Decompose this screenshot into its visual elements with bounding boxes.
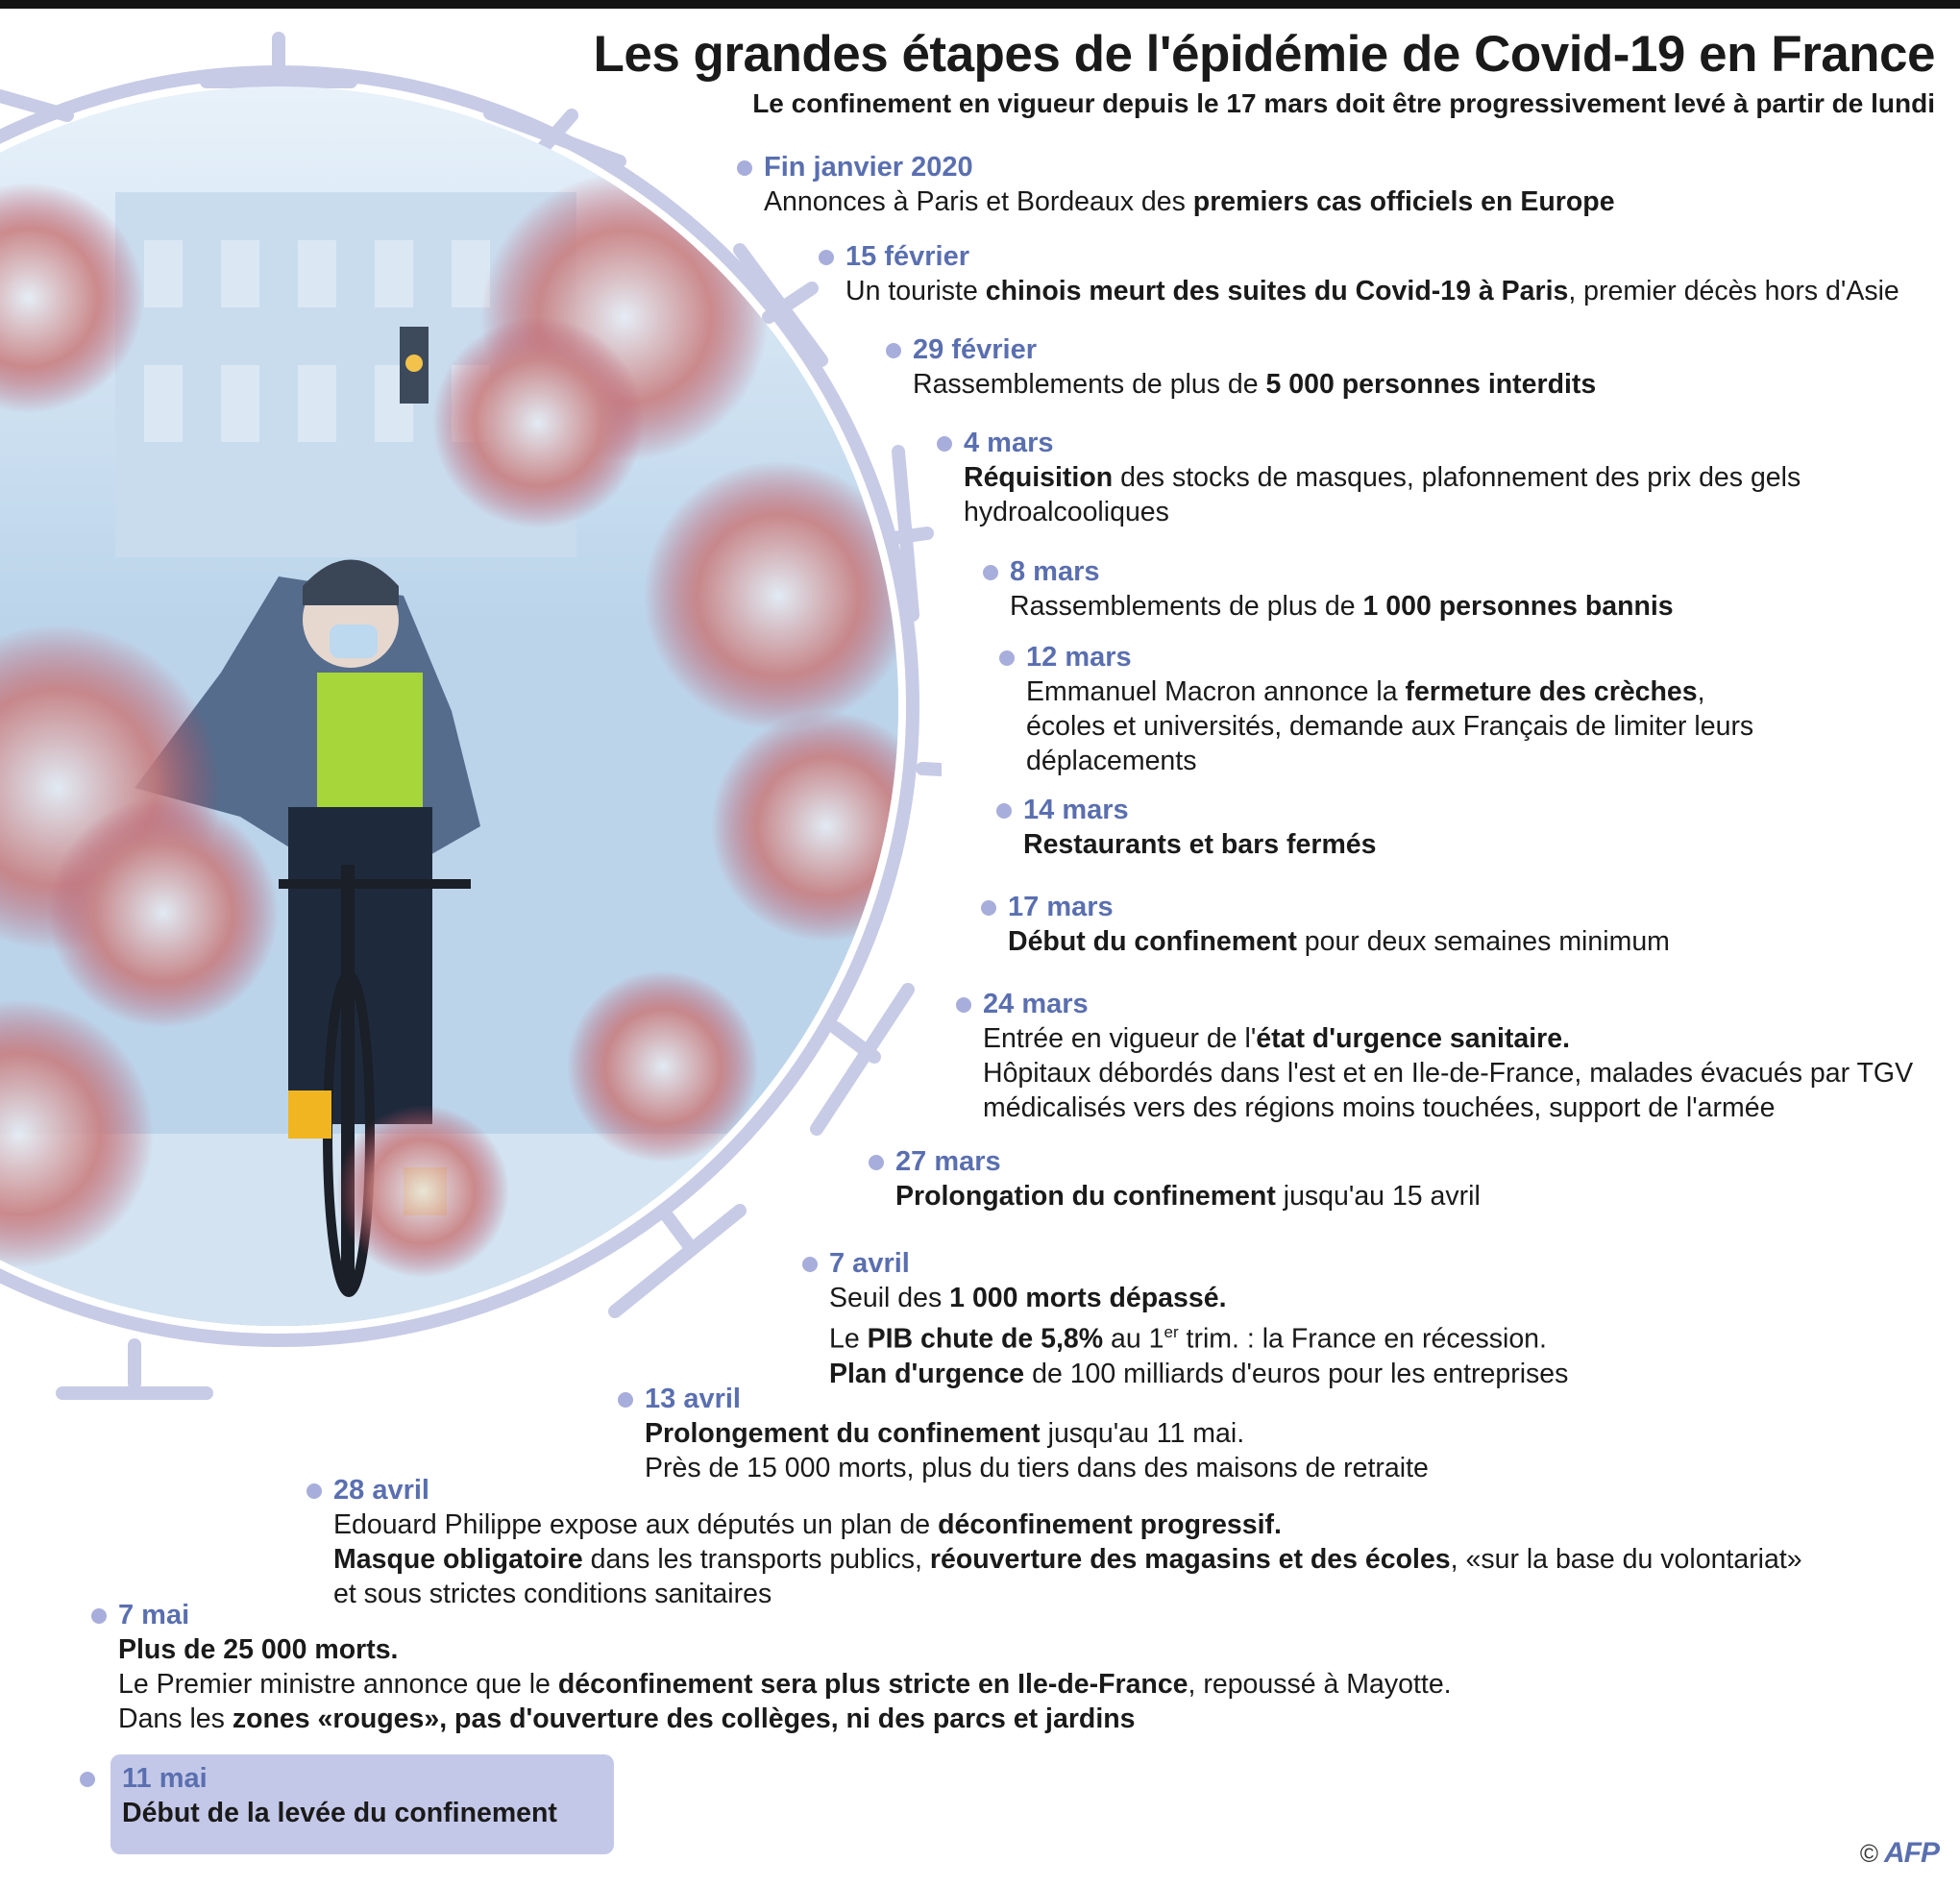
timeline-event bbox=[913, 332, 1596, 402]
timeline-event bbox=[122, 1761, 557, 1830]
timeline-event bbox=[1008, 890, 1670, 959]
event-text-segment: écoles et universités, demande aux Français de limiter leurs bbox=[1026, 711, 1754, 742]
timeline-dot-icon bbox=[886, 343, 901, 358]
event-description-line bbox=[333, 1542, 1802, 1577]
page-subtitle: Le confinement en vigueur depuis le 17 mars doit être progressivement levé à partir de lundi bbox=[752, 88, 1935, 118]
event-description-line bbox=[1010, 589, 1674, 624]
timeline-event bbox=[829, 1246, 1568, 1391]
timeline-dot-icon bbox=[981, 900, 996, 916]
event-description-line bbox=[118, 1702, 1452, 1736]
event-date: 13 avril bbox=[645, 1384, 741, 1414]
event-date: 29 février bbox=[913, 334, 1037, 365]
timeline-dot-icon bbox=[956, 997, 971, 1013]
event-text-segment: er bbox=[1164, 1323, 1179, 1341]
event-text-segment: dans les transports publics, bbox=[582, 1544, 930, 1575]
timeline-dot-icon bbox=[802, 1257, 818, 1272]
event-text-segment: Près de 15 000 morts, plus du tiers dans des maisons de retraite bbox=[645, 1453, 1429, 1483]
event-text-segment: PIB chute de 5,8% bbox=[867, 1323, 1104, 1355]
timeline-dot-icon bbox=[937, 436, 952, 452]
event-text-segment: Début du confinement bbox=[1008, 926, 1297, 957]
event-date: 15 février bbox=[845, 241, 969, 272]
event-text-segment: , bbox=[1697, 676, 1705, 707]
event-text-segment: Rassemblements de plus de bbox=[913, 369, 1266, 400]
event-text-segment: Rassemblements de plus de bbox=[1010, 591, 1363, 622]
event-description-line bbox=[1023, 827, 1377, 862]
event-description-line bbox=[983, 1021, 1913, 1056]
event-description-line bbox=[118, 1667, 1452, 1702]
event-date: 12 mars bbox=[1026, 642, 1132, 673]
page-title: Les grandes étapes de l'épidémie de Covid-19 en France bbox=[593, 26, 1935, 83]
event-text-segment: état d'urgence sanitaire. bbox=[1256, 1023, 1571, 1054]
event-text-segment: déconfinement progressif. bbox=[938, 1509, 1282, 1540]
timeline-event bbox=[845, 239, 1899, 308]
timeline-event bbox=[764, 150, 1615, 219]
event-description-line bbox=[122, 1796, 557, 1830]
event-description-line bbox=[983, 1091, 1913, 1125]
event-text-segment: , «sur la base du volontariat» bbox=[1450, 1544, 1802, 1575]
event-date: 11 mai bbox=[122, 1763, 208, 1794]
event-description-line bbox=[913, 367, 1596, 402]
event-description-line bbox=[1026, 744, 1753, 778]
timeline-dot-icon bbox=[819, 250, 834, 265]
event-text-segment: , premier décès hors d'Asie bbox=[1568, 276, 1899, 306]
event-text-segment: 1 000 morts dépassé. bbox=[949, 1283, 1227, 1313]
event-text-segment: Emmanuel Macron annonce la bbox=[1026, 676, 1406, 707]
event-description-line bbox=[829, 1315, 1568, 1357]
event-text-segment: Un touriste bbox=[845, 276, 986, 306]
event-text-segment: Annonces à Paris et Bordeaux des bbox=[764, 186, 1193, 217]
event-text-segment: de 100 milliards d'euros pour les entreprises bbox=[1024, 1358, 1569, 1389]
event-date: 27 mars bbox=[895, 1146, 1001, 1177]
event-text-segment: hydroalcooliques bbox=[964, 497, 1169, 527]
event-description-line bbox=[1008, 924, 1670, 959]
event-text-segment: et sous strictes conditions sanitaires bbox=[333, 1579, 772, 1609]
event-text-segment: jusqu'au 15 avril bbox=[1275, 1181, 1481, 1212]
timeline-dot-icon bbox=[999, 650, 1015, 666]
event-text-segment: Plan d'urgence bbox=[829, 1358, 1025, 1389]
event-text-segment: Masque obligatoire bbox=[333, 1544, 583, 1575]
event-description-line bbox=[845, 274, 1899, 308]
event-text-segment: déplacements bbox=[1026, 746, 1197, 776]
event-description-line bbox=[895, 1179, 1481, 1213]
timeline-event bbox=[333, 1473, 1802, 1611]
event-date: 4 mars bbox=[964, 428, 1054, 458]
event-text-segment: Restaurants et bars fermés bbox=[1023, 829, 1377, 860]
timeline-event bbox=[118, 1598, 1452, 1736]
timeline-dot-icon bbox=[983, 565, 998, 580]
event-date: 17 mars bbox=[1008, 892, 1114, 922]
event-date: Fin janvier 2020 bbox=[764, 152, 973, 183]
timeline-event bbox=[1010, 554, 1674, 624]
event-description-line bbox=[333, 1507, 1802, 1542]
event-date: 7 mai bbox=[118, 1600, 190, 1630]
event-text-segment: Entrée en vigueur de l' bbox=[983, 1023, 1257, 1054]
event-text-segment: Début de la levée du confinement bbox=[122, 1798, 557, 1828]
event-text-segment: Le bbox=[829, 1323, 868, 1355]
event-text-segment: Réquisition bbox=[964, 462, 1114, 493]
event-description-line bbox=[1026, 709, 1753, 744]
timeline-dot-icon bbox=[618, 1392, 633, 1408]
event-description-line bbox=[983, 1056, 1913, 1091]
event-text-segment: trim. : la France en récession. bbox=[1178, 1323, 1547, 1355]
event-text-segment: chinois meurt des suites du Covid-19 à Paris bbox=[985, 276, 1569, 306]
event-text-segment: Edouard Philippe expose aux députés un plan de bbox=[333, 1509, 939, 1540]
event-text-segment: Prolongement du confinement bbox=[645, 1418, 1041, 1449]
timeline-dot-icon bbox=[91, 1608, 107, 1624]
event-text-segment: Plus de 25 000 morts. bbox=[118, 1634, 399, 1665]
event-text-segment: au 1 bbox=[1103, 1323, 1164, 1355]
timeline-dot-icon bbox=[80, 1772, 95, 1787]
event-text-segment: médicalisés vers des régions moins touchées, support de l'armée bbox=[983, 1092, 1776, 1123]
event-date: 7 avril bbox=[829, 1248, 910, 1279]
event-text-segment: zones «rouges», pas d'ouverture des collèges, ni des parcs et jardins bbox=[232, 1703, 1136, 1734]
event-description-line bbox=[964, 495, 1801, 529]
event-date: 8 mars bbox=[1010, 556, 1100, 587]
event-text-segment: Le Premier ministre annonce que le bbox=[118, 1669, 558, 1700]
event-date: 28 avril bbox=[333, 1475, 429, 1506]
timeline-event bbox=[1026, 640, 1753, 778]
timeline-event bbox=[983, 987, 1913, 1125]
timeline-event bbox=[1023, 793, 1377, 862]
event-text-segment: fermeture des crèches bbox=[1405, 676, 1698, 707]
event-text-segment: jusqu'au 11 mai. bbox=[1040, 1418, 1245, 1449]
event-text-segment: Prolongation du confinement bbox=[895, 1181, 1276, 1212]
event-description-line bbox=[118, 1632, 1452, 1667]
timeline-event bbox=[895, 1144, 1481, 1213]
event-description-line bbox=[645, 1416, 1429, 1451]
event-text-segment: 1 000 personnes bannis bbox=[1362, 591, 1674, 622]
event-date: 24 mars bbox=[983, 989, 1089, 1019]
afp-logo: AFP bbox=[1884, 1837, 1939, 1869]
event-text-segment: Seuil des bbox=[829, 1283, 950, 1313]
event-text-segment: des stocks de masques, plafonnement des prix des gels bbox=[1113, 462, 1801, 493]
event-description-line bbox=[964, 460, 1801, 495]
credit bbox=[1860, 1837, 1939, 1870]
timeline-dot-icon bbox=[306, 1483, 322, 1499]
event-date: 14 mars bbox=[1023, 795, 1129, 825]
event-text-segment: réouverture des magasins et des écoles bbox=[929, 1544, 1451, 1575]
timeline-dot-icon bbox=[869, 1155, 884, 1170]
event-text-segment: Dans les bbox=[118, 1703, 233, 1734]
copyright-symbol: © bbox=[1859, 1838, 1878, 1868]
timeline-event bbox=[964, 426, 1801, 529]
event-text-segment: déconfinement sera plus stricte en Ile-de-France bbox=[557, 1669, 1188, 1700]
event-text-segment: , repoussé à Mayotte. bbox=[1188, 1669, 1452, 1700]
event-text-segment: pour deux semaines minimum bbox=[1296, 926, 1670, 957]
timeline-dot-icon bbox=[996, 803, 1012, 819]
event-text-segment: Hôpitaux débordés dans l'est et en Ile-de-France, malades évacués par TGV bbox=[983, 1058, 1914, 1089]
event-description-line bbox=[1026, 674, 1753, 709]
timeline-event bbox=[645, 1382, 1429, 1485]
timeline-dot-icon bbox=[737, 160, 752, 176]
event-description-line bbox=[764, 184, 1615, 219]
event-text-segment: 5 000 personnes interdits bbox=[1265, 369, 1597, 400]
event-description-line bbox=[829, 1281, 1568, 1315]
event-text-segment: premiers cas officiels en Europe bbox=[1192, 186, 1615, 217]
